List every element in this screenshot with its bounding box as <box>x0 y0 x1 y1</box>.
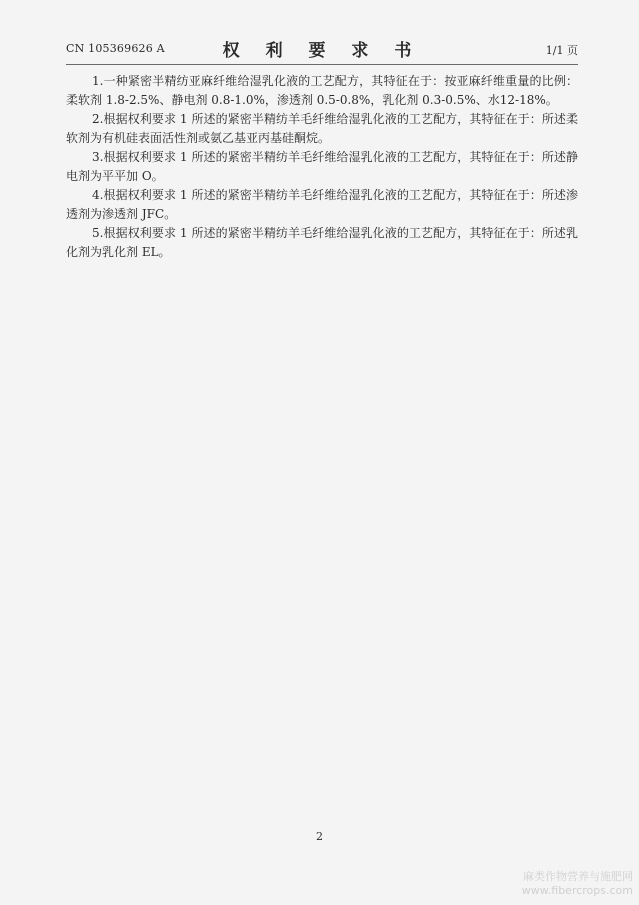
watermark-line-1: 麻类作物营养与施肥网 <box>523 870 633 883</box>
watermark <box>522 870 633 898</box>
page-number: 2 <box>316 830 323 843</box>
claim-3: 3.根据权利要求 1 所述的紧密半精纺羊毛纤维给湿乳化液的工艺配方，其特征在于：所述静电剂为平平加 O。 <box>66 150 578 183</box>
claim-2: 2.根据权利要求 1 所述的紧密半精纺羊毛纤维给湿乳化液的工艺配方，其特征在于：所述柔软剂为有机硅表面活性剂或氨乙基亚丙基硅酮烷。 <box>66 112 578 145</box>
page-count: 1/1 页 <box>545 44 578 57</box>
header-divider <box>66 64 578 65</box>
claims-list <box>66 72 578 262</box>
watermark-line-2: www.fibercrops.com <box>521 884 633 897</box>
document-header <box>66 36 578 62</box>
claim-1: 1.一种紧密半精纺亚麻纤维给湿乳化液的工艺配方，其特征在于：按亚麻纤维重量的比例：柔软剂 1.8-2.5%、静电剂 0.8-1.0%，渗透剂 0.5-0.8%，乳化剂 0.3-0.5%、水12-18%。 <box>66 74 578 107</box>
claim-5: 5.根据权利要求 1 所述的紧密半精纺羊毛纤维给湿乳化液的工艺配方，其特征在于：所述乳化剂为乳化剂 EL。 <box>66 226 578 259</box>
document-title: 权 利 要 求 书 <box>222 41 422 61</box>
claim-4: 4.根据权利要求 1 所述的紧密半精纺羊毛纤维给湿乳化液的工艺配方，其特征在于：所述渗透剂为渗透剂 JFC。 <box>66 188 578 221</box>
publication-number: CN 105369626 A <box>66 42 165 55</box>
